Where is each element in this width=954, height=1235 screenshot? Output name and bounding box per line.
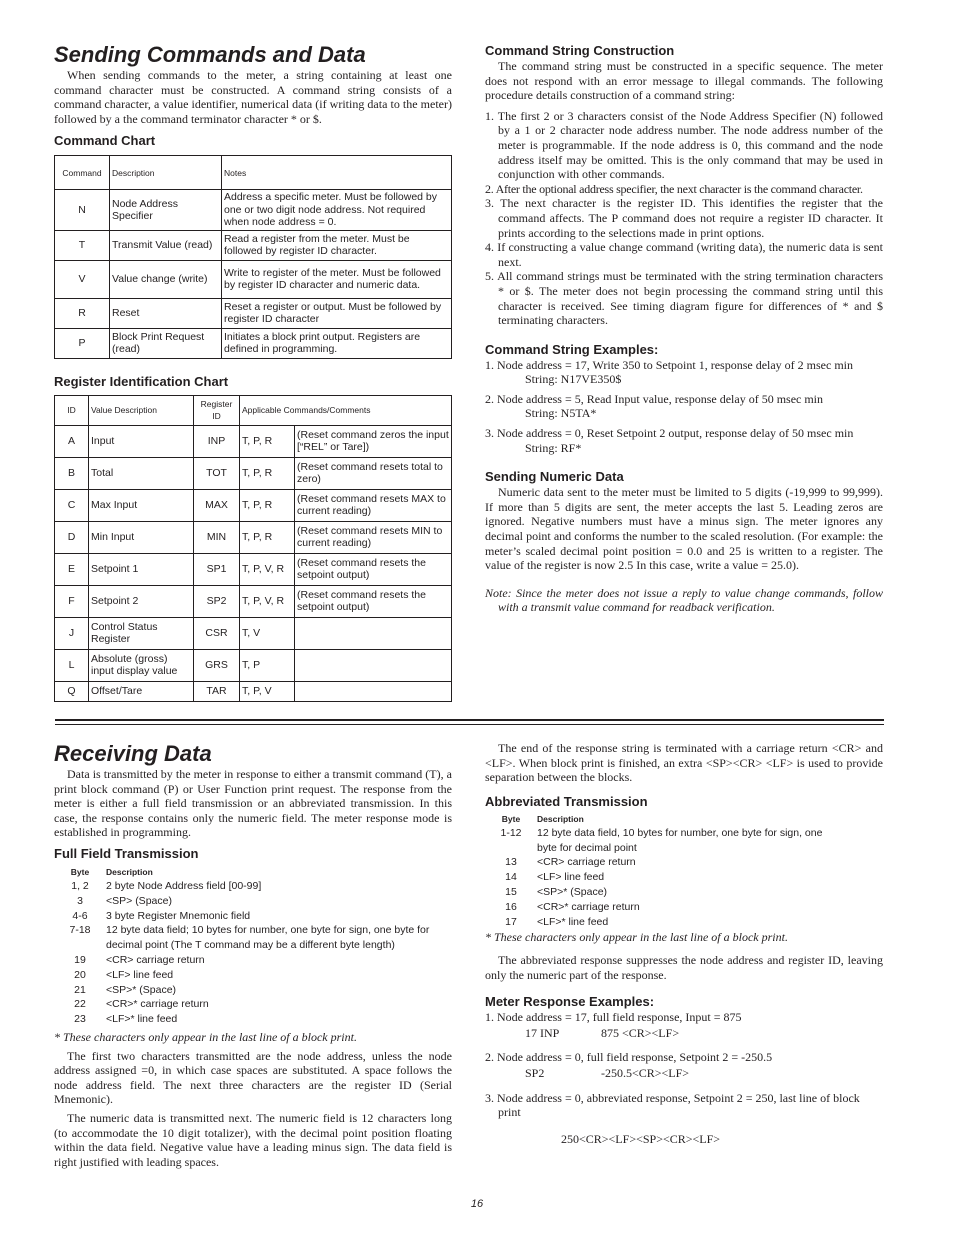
example-text — [485, 1050, 883, 1065]
header-byte: Byte — [70, 866, 90, 877]
table-cell: (Reset command resets the setpoint output) — [295, 585, 452, 617]
table-cell: J — [55, 617, 89, 649]
byte-value: 3 — [77, 894, 83, 907]
table-cell: Min Input — [89, 521, 194, 553]
table-cell: R — [55, 298, 110, 328]
table-cell: (Reset command resets total to zero) — [295, 457, 452, 489]
example-output — [485, 1026, 883, 1041]
footnote: * These characters only appear in the last line of a block print. — [485, 930, 788, 945]
table-cell: T, V — [240, 617, 295, 649]
list-item — [54, 879, 437, 894]
section-title: Receiving Data — [54, 741, 212, 766]
table-cell: Value change (write) — [110, 260, 222, 298]
page-number: 16 — [470, 1198, 484, 1210]
byte-description: <LF> line feed — [106, 968, 174, 981]
register-chart-heading: Register Identification Chart — [54, 373, 229, 389]
byte-value: 14 — [505, 871, 517, 884]
receiving-right — [485, 741, 883, 1146]
byte-description: <SP>* (Space) — [106, 983, 177, 996]
numeric-note — [485, 586, 883, 615]
table-cell: T, P — [240, 649, 295, 681]
table-cell: A — [55, 425, 89, 457]
construction-heading: Command String Construction — [485, 43, 675, 58]
table-cell: T, P, R — [240, 457, 295, 489]
list-item — [485, 358, 883, 387]
list-item — [485, 1010, 883, 1040]
byte-description: 12 byte data field; 10 bytes for number, one byte for sign, one byte for decimal point (The T command may be a different byte length) — [106, 924, 430, 952]
table-cell: Reset a register or output. Must be followed by register ID character — [222, 298, 452, 328]
table-cell: T, P, R — [240, 489, 295, 521]
list-item — [54, 953, 437, 968]
table-row — [55, 521, 452, 553]
table-cell: T, P, R — [240, 521, 295, 553]
table-cell: Control Status Register — [89, 617, 194, 649]
output-value: -250.5<CR><LF> — [601, 1065, 690, 1080]
table-row — [55, 617, 452, 649]
byte-value: 22 — [74, 998, 86, 1011]
note-text: Note: Since the meter does not issue a reply to value change commands, follow with a transmit value command for readback verification. — [485, 585, 883, 615]
byte-value: 21 — [74, 983, 86, 996]
header-cell: Applicable Commands/Comments — [240, 395, 452, 425]
byte-value: 23 — [74, 1013, 86, 1026]
table-cell: Read a register from the meter. Must be followed by register ID character. — [222, 230, 452, 260]
table-cell: TAR — [194, 681, 240, 701]
header-cell: Description — [110, 156, 222, 190]
byte-description: <CR>* carriage return — [537, 900, 640, 913]
table-cell: P — [55, 328, 110, 358]
table-row — [55, 260, 452, 298]
table-row — [55, 585, 452, 617]
response-examples — [485, 1010, 883, 1146]
example-line: 1. Node address = 17, full field response, Input = 875 — [485, 1010, 742, 1025]
construction-section — [485, 43, 883, 615]
example-text — [485, 1091, 883, 1120]
receiving-intro: Data is transmitted by the meter in response to either a transmit command (T), a print block command (P) or User Function print request. The response from the meter is either a full field transmission or an abbreviated transmission. In this case, the response contains only the numeric field. The meter response mode is established in programming. — [54, 767, 452, 840]
table-cell: (Reset command resets the setpoint output) — [295, 553, 452, 585]
full-field-heading: Full Field Transmission — [54, 845, 199, 861]
byte-description: <CR> carriage return — [106, 953, 205, 966]
table-row — [55, 649, 452, 681]
command-chart-heading: Command Chart — [54, 133, 156, 149]
list-item — [485, 855, 823, 870]
table-row — [55, 298, 452, 328]
numeric-paragraph: Numeric data sent to the meter must be limited to 5 digits (-19,999 to 99,999). If more than 5 digits are sent, the meter accepts the last 5. Leading zeros are ignored. Negative numbers must have a minus sign. The meter ignores any decimal point and conforms the number to the scaled resolution. (For example: the meter’s scaled decimal point position = 0.0 and 25 is written to a register. The value of the register is now 2.5 In this case, write a value = 25.0). — [485, 485, 883, 573]
header-description: Description — [106, 866, 153, 877]
example-text — [485, 1010, 883, 1025]
list-item — [54, 968, 437, 983]
table-cell: T — [55, 230, 110, 260]
table-cell: (Reset command zeros the input [“REL” or Tare]) — [295, 425, 452, 457]
table-row — [55, 681, 452, 701]
list-header — [54, 865, 437, 879]
table-cell: Address a specific meter. Must be followed by one or two digit node address. Not required when node address = 0. — [222, 190, 452, 230]
table-cell: Initiates a block print output. Registers are defined in programming. — [222, 328, 452, 358]
output-prefix: 17 INP — [525, 1025, 560, 1040]
output-prefix — [485, 1132, 561, 1147]
table-cell: C — [55, 489, 89, 521]
byte-description: <LF>* line feed — [106, 1013, 178, 1026]
table-cell — [295, 617, 452, 649]
table-cell: GRS — [194, 649, 240, 681]
sending-section — [54, 42, 452, 702]
paragraph: The abbreviated response suppresses the node address and register ID, leaving only the numeric part of the response. — [485, 952, 883, 982]
byte-value: 20 — [74, 968, 86, 981]
byte-description: <CR>* carriage return — [106, 998, 209, 1011]
list-item — [485, 900, 823, 915]
table-cell: MIN — [194, 521, 240, 553]
byte-value: 4-6 — [72, 909, 88, 922]
list-item — [485, 870, 823, 885]
table-cell: Reset — [110, 298, 222, 328]
divider-rule — [55, 719, 884, 721]
table-cell: T, P, V, R — [240, 553, 295, 585]
list-header — [485, 812, 823, 826]
footnote: * These characters only appear in the last line of a block print. — [54, 1029, 357, 1044]
table-row — [55, 230, 452, 260]
table-row — [55, 425, 452, 457]
byte-description: <CR> carriage return — [537, 856, 636, 869]
byte-description: 3 byte Register Mnemonic field — [106, 909, 251, 922]
example-text: 2. Node address = 5, Read Input value, response delay of 50 msec min — [485, 391, 824, 406]
table-cell: Offset/Tare — [89, 681, 194, 701]
table-cell: (Reset command resets MIN to current reading) — [295, 521, 452, 553]
full-field-list — [54, 865, 452, 1027]
list-item — [54, 923, 437, 953]
output-value: 250<CR><LF><SP><CR><LF> — [561, 1131, 721, 1146]
list-item: 5. All command strings must be terminated with the string termination characters * or $. The meter does not begin processing the command string until this character is received. See timing diagram figure for differences of * and $ terminating characters. — [485, 269, 883, 328]
examples-heading: Command String Examples: — [485, 341, 659, 357]
table-row — [55, 457, 452, 489]
output-prefix: SP2 — [525, 1065, 545, 1080]
paragraph: The end of the response string is terminated with a carriage return <CR> and <LF>. When block print is finished, an extra <SP><CR> <LF> is used to provide separation between the blocks. — [485, 741, 883, 785]
table-row — [55, 553, 452, 585]
table-row — [55, 489, 452, 521]
example-string: String: N17VE350$ — [525, 372, 622, 387]
construction-steps — [485, 109, 883, 328]
list-item — [485, 392, 883, 421]
table-header-row — [55, 156, 452, 190]
table-cell: B — [55, 457, 89, 489]
list-item — [485, 885, 823, 900]
byte-value: 17 — [505, 915, 517, 928]
list-item — [485, 826, 823, 856]
header-cell: Register ID — [194, 395, 240, 425]
list-item — [485, 1091, 883, 1147]
list-item — [54, 909, 437, 924]
list-item — [54, 894, 437, 909]
table-cell: Setpoint 2 — [89, 585, 194, 617]
paragraph: The numeric data is transmitted next. The numeric field is 12 characters long (to accommodate the 10 digit totalizer), with the decimal point position floating within the data field. Negative value have a leading minus sign. The data field is right justified with leading spaces. — [54, 1110, 452, 1169]
header-byte: Byte — [501, 813, 521, 824]
table-cell: Block Print Request (read) — [110, 328, 222, 358]
table-cell: CSR — [194, 617, 240, 649]
receiving-section — [54, 741, 452, 1169]
table-cell: E — [55, 553, 89, 585]
table-cell: T, P, V, R — [240, 585, 295, 617]
header-cell: Value Description — [89, 395, 194, 425]
table-cell: INP — [194, 425, 240, 457]
table-row — [55, 190, 452, 230]
list-item: 2. After the optional address specifier, the next character is the command character. — [485, 181, 863, 196]
table-cell: SP2 — [194, 585, 240, 617]
byte-value: 19 — [74, 953, 86, 966]
examples-list — [485, 358, 883, 456]
example-string: String: RF* — [525, 440, 582, 455]
example-line: 2. Node address = 0, full field response, Setpoint 2 = -250.5 — [485, 1050, 773, 1065]
byte-description: 12 byte data field, 10 bytes for number, one byte for sign, one byte for decimal point — [537, 826, 823, 854]
list-item: 4. If constructing a value change command (writing data), the numeric data is sent next. — [485, 240, 883, 269]
header-description: Description — [537, 813, 584, 824]
table-cell: V — [55, 260, 110, 298]
example-string: String: N5TA* — [525, 406, 597, 421]
byte-description: 2 byte Node Address field [00-99] — [106, 879, 262, 892]
table-cell: Write to register of the meter. Must be followed by register ID character and numeric data. — [222, 260, 452, 298]
header-cell: Notes — [222, 156, 452, 190]
table-cell: SP1 — [194, 553, 240, 585]
abbreviated-list — [485, 812, 883, 930]
response-heading: Meter Response Examples: — [485, 994, 655, 1010]
table-cell: D — [55, 521, 89, 553]
list-item — [54, 997, 437, 1012]
list-item — [485, 1050, 883, 1080]
table-cell — [295, 649, 452, 681]
construction-intro: The command string must be constructed in a specific sequence. The meter does not respond with an error message to illegal commands. The following procedure details construction of a command string: — [485, 59, 883, 103]
list-item — [54, 1012, 437, 1027]
table-cell: (Reset command resets MAX to current reading) — [295, 489, 452, 521]
list-item: 1. The first 2 or 3 characters consist of the Node Address Specifier (N) followed by a 1 or 2 character node address number. The node address number of the meter is programmable. If the node address is 0, this command and the node address itself may be omitted. This is the only command that may be used in conjunction with other commands. — [485, 108, 883, 182]
table-row — [55, 328, 452, 358]
table-cell: Transmit Value (read) — [110, 230, 222, 260]
numeric-heading: Sending Numeric Data — [485, 469, 624, 485]
list-item — [485, 915, 823, 930]
example-output — [485, 1132, 883, 1147]
paragraph: The first two characters transmitted are the node address, unless the node address assigned =0, in which case spaces are substituted. A space follows the node address field. The next three characters are the register ID (Serial Mnemonic). — [54, 1048, 452, 1107]
abbreviated-heading: Abbreviated Transmission — [485, 793, 648, 809]
table-header-row — [55, 395, 452, 425]
table-cell: T, P, R — [240, 425, 295, 457]
output-value: 875 <CR><LF> — [601, 1025, 680, 1040]
example-line: 3. Node address = 0, abbreviated response, Setpoint 2 = 250, last line of block print — [485, 1090, 860, 1120]
byte-description: <LF>* line feed — [537, 915, 609, 928]
table-cell: N — [55, 190, 110, 230]
table-cell: MAX — [194, 489, 240, 521]
byte-description: <SP>* (Space) — [537, 885, 608, 898]
byte-value: 15 — [505, 885, 517, 898]
table-cell: Total — [89, 457, 194, 489]
list-item — [54, 983, 437, 998]
example-text: 1. Node address = 17, Write 350 to Setpoint 1, response delay of 2 msec min — [485, 357, 853, 372]
byte-description: <SP> (Space) — [106, 894, 172, 907]
table-cell: Setpoint 1 — [89, 553, 194, 585]
example-text: 3. Node address = 0, Reset Setpoint 2 output, response delay of 50 msec min — [485, 426, 854, 441]
example-output — [485, 1066, 883, 1081]
table-cell: L — [55, 649, 89, 681]
table-cell: Q — [55, 681, 89, 701]
header-cell: ID — [55, 395, 89, 425]
header-cell: Command — [55, 156, 110, 190]
table-cell: TOT — [194, 457, 240, 489]
byte-value: 16 — [505, 900, 517, 913]
list-item: 3. The next character is the register ID. This identifies the register that the command affects. The P command does not require a register ID character. It prints according to the selections made in print options. — [485, 196, 883, 240]
table-cell: Max Input — [89, 489, 194, 521]
table-cell: Input — [89, 425, 194, 457]
table-cell: F — [55, 585, 89, 617]
table-cell: Absolute (gross) input display value — [89, 649, 194, 681]
byte-value: 1-12 — [500, 826, 522, 839]
list-item — [485, 426, 883, 455]
table-cell — [295, 681, 452, 701]
byte-description: <LF> line feed — [537, 871, 605, 884]
byte-value: 13 — [505, 856, 517, 869]
command-chart-table — [54, 155, 452, 358]
byte-value: 1, 2 — [71, 879, 89, 892]
intro-paragraph: When sending commands to the meter, a string containing at least one command character must be constructed. A command string consists of a command character, a value identifier, numerical data (if writing data to the meter) followed by a the command terminator character * or $. — [54, 68, 452, 126]
divider-rule — [55, 724, 884, 725]
byte-value: 7-18 — [69, 924, 91, 937]
section-title: Sending Commands and Data — [54, 42, 366, 67]
table-cell: Node Address Specifier — [110, 190, 222, 230]
table-cell: T, P, V — [240, 681, 295, 701]
register-chart-table — [54, 395, 452, 702]
